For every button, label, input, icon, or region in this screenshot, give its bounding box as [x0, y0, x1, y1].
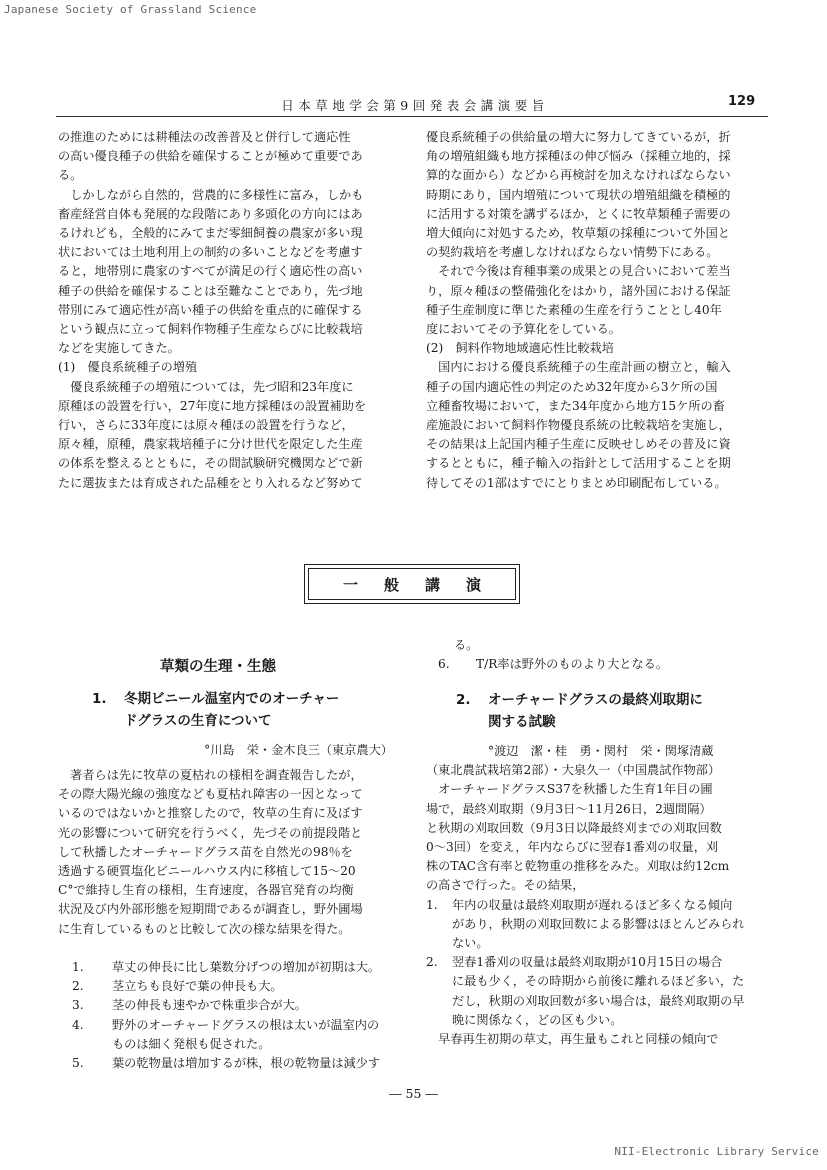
paper2-result: [426, 1011, 772, 1030]
text-line: り，原々種ほの整備強化をはかり，諸外国における保証: [426, 283, 731, 298]
text-line: 増大傾向に対処するため，牧草類の採種について外国と: [426, 226, 730, 241]
text-line: 優良系統種子の供給量の増大に努力してきているが，折: [426, 130, 731, 144]
paper1-text-line: 透過する硬質塩化ビニールハウス内に移植して15～20: [58, 864, 356, 879]
footer-page-number: ― 55 ―: [389, 1086, 438, 1101]
paper2-result-text: 晩に関係なく，どの区も少い。: [452, 1012, 623, 1027]
text-line: 国内における優良系統種子の生産計画の樹立と，輸入: [426, 360, 731, 375]
text-line: の契約栽培を考慮しなければならない情勢下にある。: [426, 245, 719, 260]
text-line: それで今後は育種事業の成果との見合いにおいて差当: [426, 264, 731, 279]
paper2-result-number: 1.: [426, 897, 438, 912]
paper2-authors-line2: （東北農試栽培第2部）・大泉久一（中国農試作物部）: [426, 763, 721, 778]
paper2-result-number: [426, 972, 452, 991]
paper2-text-line: の高さで行った。その結果，: [426, 878, 585, 893]
paper1-text-line: 状況及び内外部形態を短期間であるが調査し，野外圃場: [58, 902, 363, 917]
paper2-last-line: 早春再生初期の草丈，再生量もこれと同様の傾向で: [426, 1032, 719, 1047]
paper2-result-number: 2.: [426, 955, 438, 970]
paper1-result-6-text: T/R率は野外のものより大となる。: [476, 657, 669, 672]
text-line: 種子の国内適応性の判定のため32年度から3ケ所の国: [426, 379, 718, 394]
paper1-text-line: その際大陽光線の強度なども夏枯れ障害の一因となって: [58, 787, 363, 802]
text-line: などを実施してきた。: [58, 341, 180, 356]
paper2-result: [426, 992, 772, 1011]
text-line: 時期にあり，国内増殖について現状の増殖組織を積極的: [426, 187, 731, 202]
paper1-continuation: [426, 636, 772, 674]
paper2-results: [426, 896, 772, 1030]
paper1-result-number: [58, 1035, 112, 1054]
text-line: 畜産経営自体も発展的な段階にあり多頭化の方向にはあ: [58, 206, 363, 221]
text-line: 優良系統種子の増殖については，先づ昭和23年度に: [58, 379, 354, 394]
watermark-top: Japanese Society of Grassland Science: [4, 3, 257, 16]
paper2-number: 2.: [456, 692, 471, 708]
paper1-result: [58, 1054, 404, 1073]
paper1-result: [58, 977, 404, 996]
paper1-result-text: 茎の伸長も速やかで株重歩合が大。: [112, 998, 307, 1013]
paper1-text-line: 光の影響について研究を行うべく，先づその前提段階と: [58, 825, 363, 840]
text-line: の高い優良種子の供給を確保することが極めて重要であ: [58, 149, 363, 164]
general-lecture-box: [304, 564, 520, 604]
text-line: 立種畜牧場において，また34年度から地方15ケ所の畜: [426, 398, 725, 413]
paper1-body: [58, 766, 404, 939]
text-line: の体系を整えるとともに，その間試験研究機関などで新: [58, 456, 363, 471]
paper2-result-number: [426, 915, 452, 934]
paper1-number: 1.: [92, 691, 107, 707]
paper1-result-text: 野外のオーチャードグラスの根は太いが温室内の: [112, 1017, 380, 1032]
general-lecture-title: 一般講演: [342, 575, 507, 594]
paper2-result-number: [426, 1011, 452, 1030]
paper1-result-number: 3.: [72, 998, 84, 1013]
paper1-result: [58, 1016, 404, 1035]
paper2-title: [456, 689, 703, 733]
paper1-result-6-number: 6.: [438, 657, 450, 672]
paper1-result-text: 茎立ちも良好で葉の伸長も大。: [112, 979, 283, 994]
text-line: 種子の供給を確保することは至難なことであり，先づ地: [58, 283, 363, 298]
text-line: の推進のためには耕種法の改善普及と併行して適応性: [58, 130, 351, 144]
paper2-result-text: があり，秋期の刈取回数による影響はほとんどみられ: [452, 916, 745, 931]
paper1-text-line: C°で維持し生育の様相，生育速度，各器官発育の均衡: [58, 883, 354, 898]
paper1-result: [58, 958, 404, 977]
text-line: 原々種，原種，農家栽培種子に分け世代を限定した生産: [58, 437, 363, 452]
text-line: ると，地帯別に農家のすべてが満足の行く適応性の高い: [58, 264, 363, 279]
paper2-result: [426, 915, 772, 934]
paper2-authors-line1: °渡辺 潔・桂 勇・関村 栄・関塚清蔵: [488, 744, 714, 758]
paper2-title-line1: オーチャードグラスの最終刈取期に: [488, 692, 703, 708]
text-line: に活用する対策を講ずるほか，とくに牧草類種子需要の: [426, 206, 731, 221]
paper2-text-line: 場で，最終刈取期（9月3日～11月26日，2週間隔）: [426, 801, 712, 816]
watermark-bottom: NII-Electronic Library Service: [614, 1145, 819, 1158]
text-line: 角の増殖組織も地方採種ほの伸び悩み（採種立地的，採: [426, 149, 731, 164]
paper1-result-number: 5.: [72, 1056, 84, 1071]
text-line: るけれども，全般的にみてまだ零細飼養の農家が多い現: [58, 226, 363, 241]
paper1-result-text: 葉の乾物量は増加するが株，根の乾物量は減少す: [112, 1056, 381, 1071]
section-heading: 草類の生理・生態: [160, 659, 276, 675]
paper1-result-number: 2.: [72, 979, 84, 994]
header-rule: [56, 116, 768, 117]
paper2-text-line: 株のTAC含有率と乾物重の推移をみた。刈取は約12cm: [426, 859, 730, 874]
text-line: という観点に立って飼料作物種子生産ならびに比較栽培: [58, 322, 363, 337]
paper2-result-number: [426, 992, 452, 1011]
text-line: 待してその1部はすでにとりまとめ印刷配布している。: [426, 475, 727, 490]
paper1-title-line2: ドグラスの生育について: [124, 713, 272, 729]
text-line: 状においては土地利用上の制約の多いことなどを考慮す: [58, 245, 363, 260]
paper1-result: [58, 1035, 404, 1054]
paper1-result-number: 1.: [72, 960, 84, 974]
text-line: 種子生産制度に準じた素種の生産を行うこととし40年: [426, 302, 722, 317]
paper1-authors: °川島 栄・金木良三（東京農大）: [204, 743, 393, 757]
text-line: 行い，さらに33年度には原々種ほの設置を行うなど，: [58, 418, 354, 433]
paper1-title: [92, 688, 339, 732]
text-line: するとともに，種子輸入の指針として活用することを期: [426, 456, 731, 471]
left-column-top: [58, 128, 404, 493]
paper1-text-line: いるのではないかと推察したので，牧草の生育に及ぼす: [58, 806, 363, 821]
text-line: る。: [58, 168, 83, 183]
text-line: その結果は上記国内種子生産に反映せしめその普及に資: [426, 437, 731, 452]
text-line: 原種ほの設置を行い，27年度に地方採種ほの設置補助を: [58, 398, 367, 413]
text-line: しかしながら自然的，営農的に多様性に富み，しかも: [58, 187, 364, 202]
text-line: 産施設において飼料作物優良系統の比較栽培を実施し，: [426, 418, 731, 433]
paper2-result: [426, 896, 772, 915]
paper1-result-text: ものは細く発根も促された。: [112, 1036, 271, 1051]
paper1-result-6: [426, 655, 772, 674]
paper2-text: [426, 780, 772, 895]
text-line: 度においてその予算化をしている。: [426, 322, 621, 337]
paper1-text-line: 著者らは先に牧草の夏枯れの様相を調査報告したが，: [58, 768, 363, 782]
paper2-result-number: [426, 934, 452, 953]
paper2-text-line: 0～3回）を変え，年内ならびに翌春1番刈の収量，刈: [426, 840, 719, 855]
paper1-results: [58, 958, 404, 1073]
paper1-text-line: に生育しているものと比較して次の様な結果を得た。: [58, 921, 351, 936]
general-lecture-box-inner: [308, 568, 516, 600]
page-number: 129: [728, 94, 756, 109]
paper1-text-line: して秋播したオーチャードグラス苗を自然光の98％を: [58, 844, 353, 859]
paper2-result: [426, 972, 772, 991]
running-header: [0, 94, 827, 114]
paper2-result-text: 翌春1番刈の収量は最終刈取期が10月15日の場合: [452, 955, 723, 970]
paper1-title-line1: 冬期ビニール温室内でのオーチャー: [124, 691, 340, 707]
paper2-text-line: と秋期の刈取回数（9月3日以降最終刈までの刈取回数: [426, 820, 722, 835]
text-line: 算的な面から）などから再検討を加えなければならない: [426, 168, 731, 183]
paper2-body: [426, 742, 772, 1049]
running-title: 日本草地学会第9回発表会講演要旨: [281, 98, 549, 113]
paper1-result-text: 草丈の伸長に比し葉数分げつの増加が初期は大。: [112, 960, 381, 974]
paper2-result: [426, 953, 772, 972]
text-line: (2) 飼料作物地域適応性比較栽培: [426, 341, 614, 356]
paper1-result: [58, 996, 404, 1015]
text-line: (1) 優良系統種子の増殖: [58, 360, 198, 375]
paper2-result: [426, 934, 772, 953]
paper2-text-line: オーチャードグラスS37を秋播した生育1年目の圃: [426, 782, 713, 797]
paper2-result-text: だし，秋期の刈取回数が多い場合は，最終刈取期の早: [452, 993, 745, 1008]
paper2-result-text: 年内の収量は最終刈取期が遅れるほど多くなる傾向: [452, 897, 733, 912]
paper2-result-text: に最も少く，その時期から前後に離れるほど多い，た: [452, 974, 745, 989]
text-line: たに選抜または育成された品種をとり入れるなど努めて: [58, 475, 363, 490]
paper1-continuation-end: る。: [454, 638, 479, 652]
paper2-result-text: ない。: [452, 936, 489, 951]
paper2-title-line2: 関する試験: [488, 714, 556, 730]
right-column-top: [426, 128, 772, 493]
text-line: 帯別にみて適応性が高い種子の供給を重点的に確保する: [58, 302, 363, 317]
paper1-result-number: 4.: [72, 1017, 84, 1032]
